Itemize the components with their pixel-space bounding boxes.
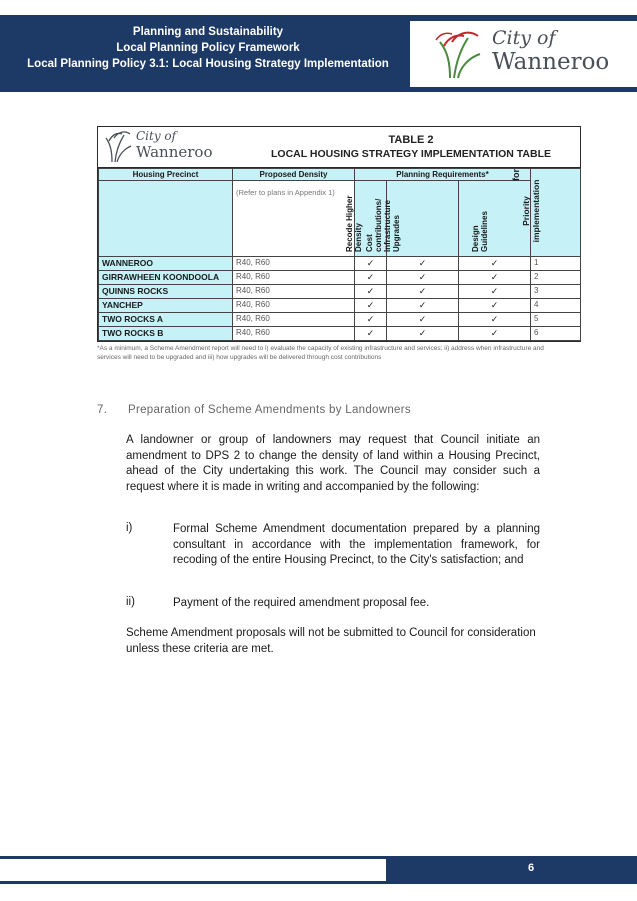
row-density: R40, R60 xyxy=(233,271,355,285)
sub-cost-label: Cost contributions/ Infrastructure Upgrades xyxy=(365,198,401,252)
table-footnote: *As a minimum, a Scheme Amendment report will need to i) evaluate the capacity of existing infrastructure and services; ii) address when infrastructure and services will need to be upgraded and iii) how upgrades will be delivered through cost contributions xyxy=(97,345,544,361)
precinct-subheader-empty xyxy=(99,181,233,257)
sub-design-label: Design Guidelines xyxy=(471,211,489,252)
col-priority-for: for xyxy=(511,169,521,181)
row-density: R40, R60 xyxy=(233,327,355,341)
refer-cell xyxy=(233,181,355,257)
row-cost: ✓ xyxy=(387,299,459,313)
row-cost: ✓ xyxy=(387,313,459,327)
col-priority xyxy=(511,169,581,257)
row-cost: ✓ xyxy=(387,327,459,341)
header-line-3: Local Planning Policy 3.1: Local Housing Strategy Implementation xyxy=(27,58,389,70)
row-recode: ✓ xyxy=(355,299,387,313)
table-logo-name: Wanneroo xyxy=(136,143,213,161)
row-precinct: QUINNS ROCKS xyxy=(99,285,233,299)
table-header-band xyxy=(98,127,580,168)
row-precinct: YANCHEP xyxy=(99,299,233,313)
row-recode: ✓ xyxy=(355,257,387,271)
row-design: ✓ xyxy=(459,285,531,299)
row-cost: ✓ xyxy=(387,257,459,271)
page-number: 6 xyxy=(528,862,535,874)
section-number: 7. xyxy=(97,404,108,416)
list-item-1-number: i) xyxy=(126,522,133,534)
table-row xyxy=(99,285,581,299)
logo-city-text: City of xyxy=(492,27,556,49)
row-density: R40, R60 xyxy=(233,313,355,327)
sub-design xyxy=(459,181,531,257)
section-paragraph-2: Scheme Amendment proposals will not be submitted to Council for consideration unless these criteria are met. xyxy=(126,627,536,655)
row-priority: 2 xyxy=(531,271,581,285)
section-paragraph-1: A landowner or group of landowners may request that Council initiate an amendment to DPS 2 to change the density of land within a Housing Precinct, ahead of the City undertaking this work. The Council may consider such a request where it is made in writing and accompanied by the following: xyxy=(126,434,540,493)
implementation-table xyxy=(98,168,581,341)
row-priority: 4 xyxy=(531,299,581,313)
col-proposed-density: Proposed Density xyxy=(233,169,355,181)
row-design: ✓ xyxy=(459,299,531,313)
row-priority: 6 xyxy=(531,327,581,341)
refer-text: (Refer to plans in Appendix 1) xyxy=(236,188,335,197)
row-design: ✓ xyxy=(459,271,531,285)
table-logo-icon xyxy=(103,129,133,163)
row-design: ✓ xyxy=(459,257,531,271)
kangaroo-paw-logo-icon xyxy=(434,28,484,80)
housing-strategy-table xyxy=(97,126,581,342)
table-row xyxy=(99,299,581,313)
table-title: TABLE 2 xyxy=(388,134,434,146)
sub-cost xyxy=(365,181,459,257)
sub-recode-label: Recode Higher Density xyxy=(345,195,363,252)
col-priority-label: Priority implementation xyxy=(521,179,541,243)
table-row xyxy=(99,313,581,327)
col-planning-requirements: Planning Requirements* xyxy=(355,169,531,181)
row-recode: ✓ xyxy=(355,271,387,285)
row-design: ✓ xyxy=(459,327,531,341)
row-priority: 3 xyxy=(531,285,581,299)
row-density: R40, R60 xyxy=(233,285,355,299)
header-line-1: Planning and Sustainability xyxy=(132,26,284,38)
row-recode: ✓ xyxy=(355,285,387,299)
row-precinct: TWO ROCKS B xyxy=(99,327,233,341)
logo-name-text: Wanneroo xyxy=(492,49,610,75)
list-item-2-text: Payment of the required amendment proposal fee. xyxy=(173,597,430,609)
col-housing-precinct: Housing Precinct xyxy=(99,169,233,181)
row-priority: 1 xyxy=(531,257,581,271)
row-cost: ✓ xyxy=(387,285,459,299)
section-heading xyxy=(97,404,411,416)
list-item-2-number: ii) xyxy=(126,596,135,608)
table-row xyxy=(99,327,581,341)
table-title-block xyxy=(258,133,564,161)
row-precinct: TWO ROCKS A xyxy=(99,313,233,327)
header-title-block xyxy=(12,24,404,72)
table-subtitle: LOCAL HOUSING STRATEGY IMPLEMENTATION TABLE xyxy=(271,148,551,160)
row-precinct: WANNEROO xyxy=(99,257,233,271)
city-logo xyxy=(410,21,637,87)
table-logo-city: City of xyxy=(136,129,177,143)
table-row xyxy=(99,257,581,271)
row-priority: 5 xyxy=(531,313,581,327)
table-row xyxy=(99,271,581,285)
section-title: Preparation of Scheme Amendments by Landowners xyxy=(128,404,411,416)
row-cost: ✓ xyxy=(387,271,459,285)
row-precinct: GIRRAWHEEN KOONDOOLA xyxy=(99,271,233,285)
row-recode: ✓ xyxy=(355,313,387,327)
row-design: ✓ xyxy=(459,313,531,327)
row-recode: ✓ xyxy=(355,327,387,341)
row-density: R40, R60 xyxy=(233,299,355,313)
list-item-1-text: Formal Scheme Amendment documentation prepared by a planning consultant in accordance with the implementation framework, for recoding of the entire Housing Precinct, to the City's satisfaction; and xyxy=(173,523,540,566)
footer-white-strip xyxy=(0,859,386,881)
row-density: R40, R60 xyxy=(233,257,355,271)
header-line-2: Local Planning Policy Framework xyxy=(116,42,300,54)
